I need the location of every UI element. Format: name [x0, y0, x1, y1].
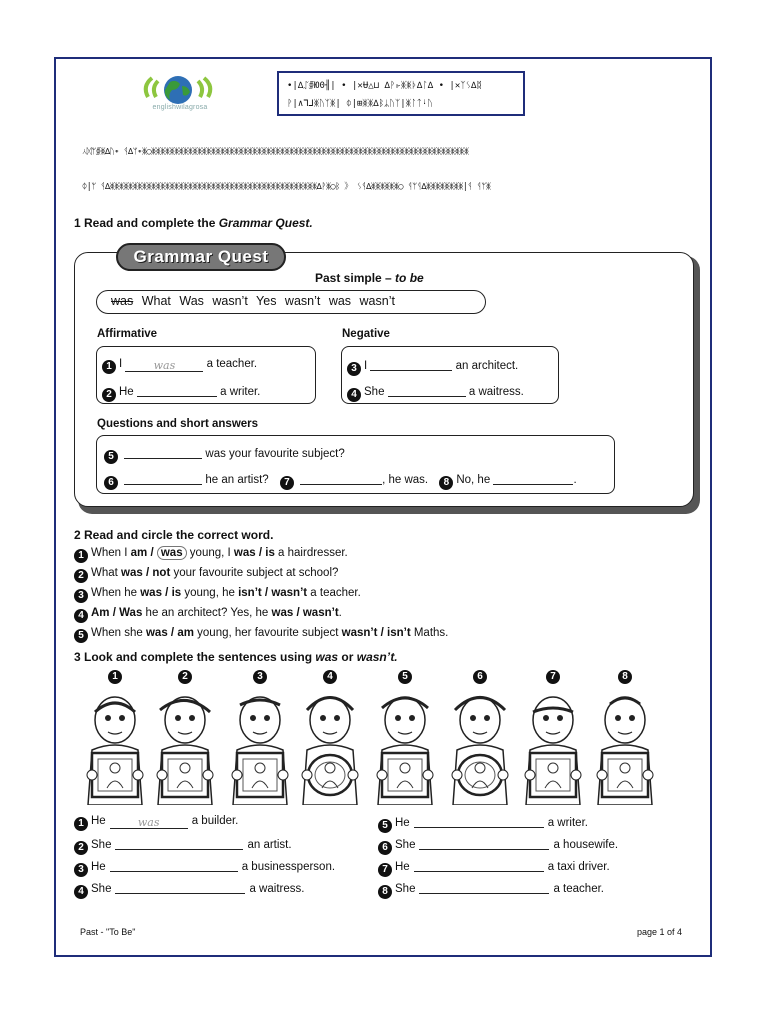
- answer-blank[interactable]: [137, 384, 217, 397]
- picture-number: 6: [473, 670, 487, 684]
- answer-blank[interactable]: [419, 881, 549, 894]
- picture-number: 7: [546, 670, 560, 684]
- option-word[interactable]: was: [157, 546, 187, 560]
- picture-number: 4: [323, 670, 337, 684]
- option-word[interactable]: am: [177, 627, 194, 639]
- picture-sentence: 5 He a writer.: [378, 815, 588, 833]
- option-word[interactable]: was: [140, 587, 162, 599]
- picture-sentence: 6 She a housewife.: [378, 837, 618, 855]
- character-illustration: [370, 690, 440, 805]
- picture-number: 3: [253, 670, 267, 684]
- negative-label: Negative: [342, 328, 390, 340]
- option-word[interactable]: is: [265, 547, 275, 559]
- word-bank: was What Was wasn’t Yes wasn’t was wasn’t: [96, 290, 486, 314]
- header-line: ᚹ|∧ᒣ⅃ᛤᚢᛉᛤ| ᛰ|⊞ᛤᛤ∆ᛒᛦᚢᛉ|ᛤᛚᛏᛍᚢ: [287, 99, 433, 109]
- picture-number: 5: [398, 670, 412, 684]
- q-6-7-8: 6 he an artist? 7 , he was. 8 No, he .: [104, 472, 577, 490]
- grammar-quest-subtitle: Past simple – to be: [315, 271, 424, 285]
- option-word[interactable]: was: [121, 567, 143, 579]
- picture-number: 2: [178, 670, 192, 684]
- option-word[interactable]: isn’t: [238, 587, 262, 599]
- circle-sentence: 5 When she was / am young, her favourite subject wasn’t / isn’t Maths.: [74, 627, 448, 643]
- neg-4: 4 She a waitress.: [347, 384, 524, 402]
- character-illustration: [590, 690, 660, 805]
- option-word[interactable]: is: [171, 587, 182, 599]
- aff-1: 1 I was a teacher.: [102, 358, 257, 374]
- answer-blank[interactable]: [388, 384, 466, 397]
- section-3-title: 3 Look and complete the sentences using was or wasn’t.: [74, 650, 398, 664]
- circle-sentence: 3 When he was / is young, he isn’t / wasn’t a teacher.: [74, 587, 361, 603]
- footer-left: Past - "To Be": [80, 927, 136, 937]
- option-word[interactable]: am: [130, 547, 148, 559]
- answer-blank[interactable]: was: [110, 816, 188, 829]
- picture-sentence: 8 She a teacher.: [378, 881, 604, 899]
- option-word[interactable]: isn’t: [387, 627, 411, 639]
- option-word[interactable]: was: [145, 627, 168, 639]
- character-illustration: [518, 690, 588, 805]
- aff-2: 2 He a writer.: [102, 384, 260, 402]
- picture-sentence: 3 He a businessperson.: [74, 859, 335, 877]
- header-box: [277, 71, 525, 116]
- answer-blank[interactable]: [419, 837, 549, 850]
- answer-blank[interactable]: was: [125, 359, 203, 372]
- garbled-line: ⅄ᛞᛘ∰ᛤ∆ᚢ᛭ ᛩ∆ᛘ᛭ᛤ◯ᛤᛤᛤᛤᛤᛤᛤᛤᛤᛤᛤᛤᛤᛤᛤᛤᛤᛤᛤᛤᛤᛤᛤᛤᛤᛤᛤᛤᛤᛤᛤᛤᛤᛤᛤᛤᛤᛤᛤᛤᛤᛤᛤᛤᛤᛤᛤᛤᛤᛤᛤᛤᛤᛤᛤᛤᛤᛤᛤᛤᛤᛤᛤᛤᛤᛤᛤᛤᛤ: [82, 147, 469, 157]
- answer-blank[interactable]: [124, 472, 202, 485]
- character-illustration: [150, 690, 220, 805]
- affirmative-label: Affirmative: [97, 328, 158, 340]
- answer-blank[interactable]: [300, 472, 382, 485]
- circle-sentence: 1 When I am / was young, I was / is a hairdresser.: [74, 547, 348, 563]
- answer-blank[interactable]: [414, 859, 544, 872]
- circle-sentence: 2 What was / not your favourite subject at school?: [74, 567, 338, 583]
- option-word[interactable]: was: [271, 607, 294, 619]
- neg-3: 3 I an architect.: [347, 358, 518, 376]
- picture-sentence: 1 He was a builder.: [74, 815, 238, 831]
- questions-label: Questions and short answers: [97, 418, 259, 430]
- answer-blank[interactable]: [115, 881, 245, 894]
- picture-number: 1: [108, 670, 122, 684]
- answer-blank[interactable]: [110, 859, 238, 872]
- option-word[interactable]: wasn’t: [302, 607, 339, 619]
- answer-blank[interactable]: [370, 358, 452, 371]
- character-illustration: [80, 690, 150, 805]
- option-word[interactable]: wasn’t: [341, 627, 378, 639]
- q-5: 5 was your favourite subject?: [104, 446, 345, 464]
- section-1-title: 1 Read and complete the Grammar Quest.: [74, 216, 313, 230]
- character-illustration: [445, 690, 515, 805]
- option-word[interactable]: Was: [119, 607, 143, 619]
- answer-blank[interactable]: [124, 446, 202, 459]
- option-word[interactable]: not: [152, 567, 171, 579]
- answer-blank[interactable]: [414, 815, 544, 828]
- footer-page-number: page 1 of 4: [637, 927, 683, 937]
- picture-sentence: 7 He a taxi driver.: [378, 859, 610, 877]
- option-word[interactable]: wasn’t: [271, 587, 308, 599]
- garbled-line: ᛰ|ᛘ ᛩ∆ᛤᛤᛤᛤᛤᛤᛤᛤᛤᛤᛤᛤᛤᛤᛤᛤᛤᛤᛤᛤᛤᛤᛤᛤᛤᛤᛤᛤᛤᛤᛤᛤᛤᛤᛤᛤᛤᛤᛤᛤᛤᛤᛤᛤᛤ∆ᚹᛤ◯ᛒ 》 ᛊᛩ∆ᛤᛤᛤᛤᛤᛤ◯ ᛩᛘᛩ∆ᛤᛤᛤᛤᛤᛤᛤᛤ|ᛩ ᛩᛘᛤ: [82, 182, 491, 192]
- grammar-quest-badge: Grammar Quest: [116, 243, 286, 271]
- section-2-title: 2 Read and circle the correct word.: [74, 528, 274, 542]
- picture-number: 8: [618, 670, 632, 684]
- character-illustration: [225, 690, 295, 805]
- option-word[interactable]: Am: [91, 607, 110, 619]
- picture-sentence: 2 She an artist.: [74, 837, 292, 855]
- character-illustration: [295, 690, 365, 805]
- answer-blank[interactable]: [493, 472, 573, 485]
- logo-text: englishwilagrosa: [152, 104, 208, 111]
- circle-sentence: 4 Am / Was he an architect? Yes, he was / wasn’t.: [74, 607, 342, 623]
- header-line: •|∆ᛢ∰Ю0╢| • |✕Ʉ△⊔ ∆ᚹ⊮ᛤᛤᚦ∆ᛚ∆ • |✕ᛉᛊ∆ᛥ: [287, 81, 482, 91]
- globe-logo-icon: [138, 72, 218, 122]
- picture-sentence: 4 She a waitress.: [74, 881, 304, 899]
- option-word[interactable]: was: [233, 547, 256, 559]
- answer-blank[interactable]: [115, 837, 243, 850]
